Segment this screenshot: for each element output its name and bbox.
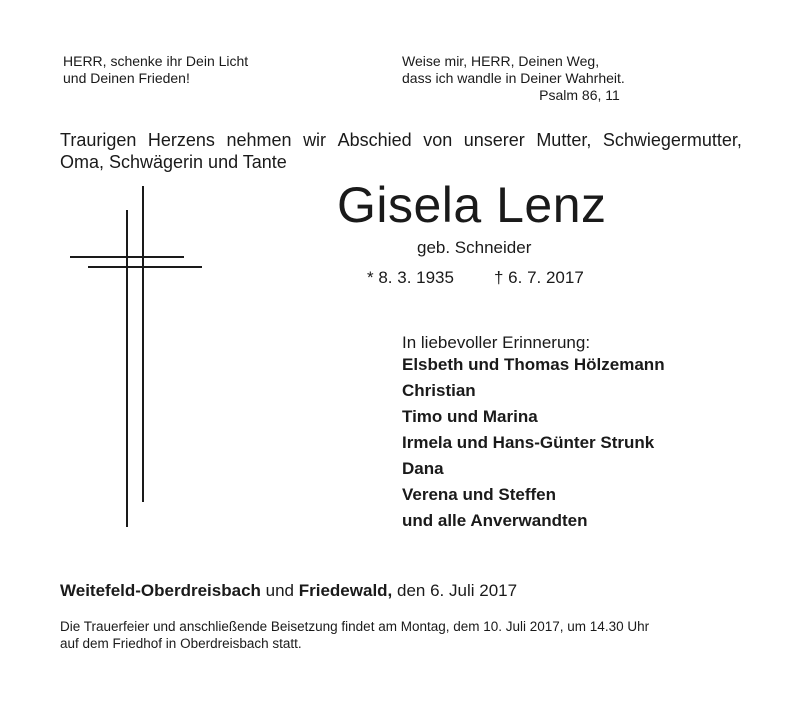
service-info [60, 618, 649, 652]
notice-date: den 6. Juli 2017 [397, 581, 518, 600]
place-1: Weitefeld-Oberdreisbach [60, 581, 261, 600]
verse-right-line1: Weise mir, HERR, Deinen Weg, [402, 53, 600, 69]
place-2: Friedewald, [298, 581, 393, 600]
verse-right-line2: dass ich wandle in Deiner Wahrheit. [402, 70, 625, 86]
service-line1: Die Trauerfeier und anschließende Beisetzung findet am Montag, dem 10. Juli 2017, um 14.30 Uhr [60, 619, 650, 634]
service-line2: auf dem Friedhof in Oberdreisbach statt. [60, 636, 302, 651]
mourner-name: Christian [402, 381, 476, 400]
intro-word: Herzens [147, 130, 215, 150]
intro-word: nehmen [226, 130, 292, 150]
mourner-name: Dana [402, 459, 444, 478]
intro-line2: Oma, Schwägerin und Tante [60, 152, 287, 172]
maiden-name: geb. Schneider [417, 238, 532, 257]
intro-text [60, 129, 742, 173]
place-date [60, 581, 517, 601]
cross-horizontal-top [70, 256, 184, 258]
mourner-name: Irmela und Hans-Günter Strunk [402, 433, 655, 452]
birth-date: * 8. 3. 1935 [367, 268, 454, 287]
intro-word: wir [303, 130, 327, 150]
intro-word: von [423, 130, 453, 150]
verse-left-line2: und Deinen Frieden! [63, 70, 190, 86]
intro-line1 [60, 129, 742, 151]
deceased-name: Gisela Lenz [337, 177, 607, 233]
intro-word: Abschied [337, 130, 412, 150]
verse-right [402, 53, 625, 104]
cross-horizontal-bottom [88, 266, 202, 268]
mourner-name: und alle Anverwandten [402, 511, 588, 530]
place-conjunction: und [265, 581, 295, 600]
intro-word: Traurigen [60, 130, 137, 150]
cross-vertical-right [142, 186, 144, 502]
intro-word: unserer [463, 130, 525, 150]
mourner-name: Timo und Marina [402, 407, 538, 426]
intro-word: Schwiegermutter, [602, 130, 742, 150]
verse-left [63, 53, 248, 87]
verse-left-line1: HERR, schenke ihr Dein Licht [63, 53, 249, 69]
intro-word: Mutter, [536, 130, 592, 150]
verse-right-reference: Psalm 86, 11 [539, 87, 620, 103]
mourner-name: Elsbeth und Thomas Hölzemann [402, 355, 665, 374]
memory-heading: In liebevoller Erinnerung: [402, 333, 591, 352]
death-date: † 6. 7. 2017 [494, 268, 584, 287]
mourner-name: Verena und Steffen [402, 485, 556, 504]
